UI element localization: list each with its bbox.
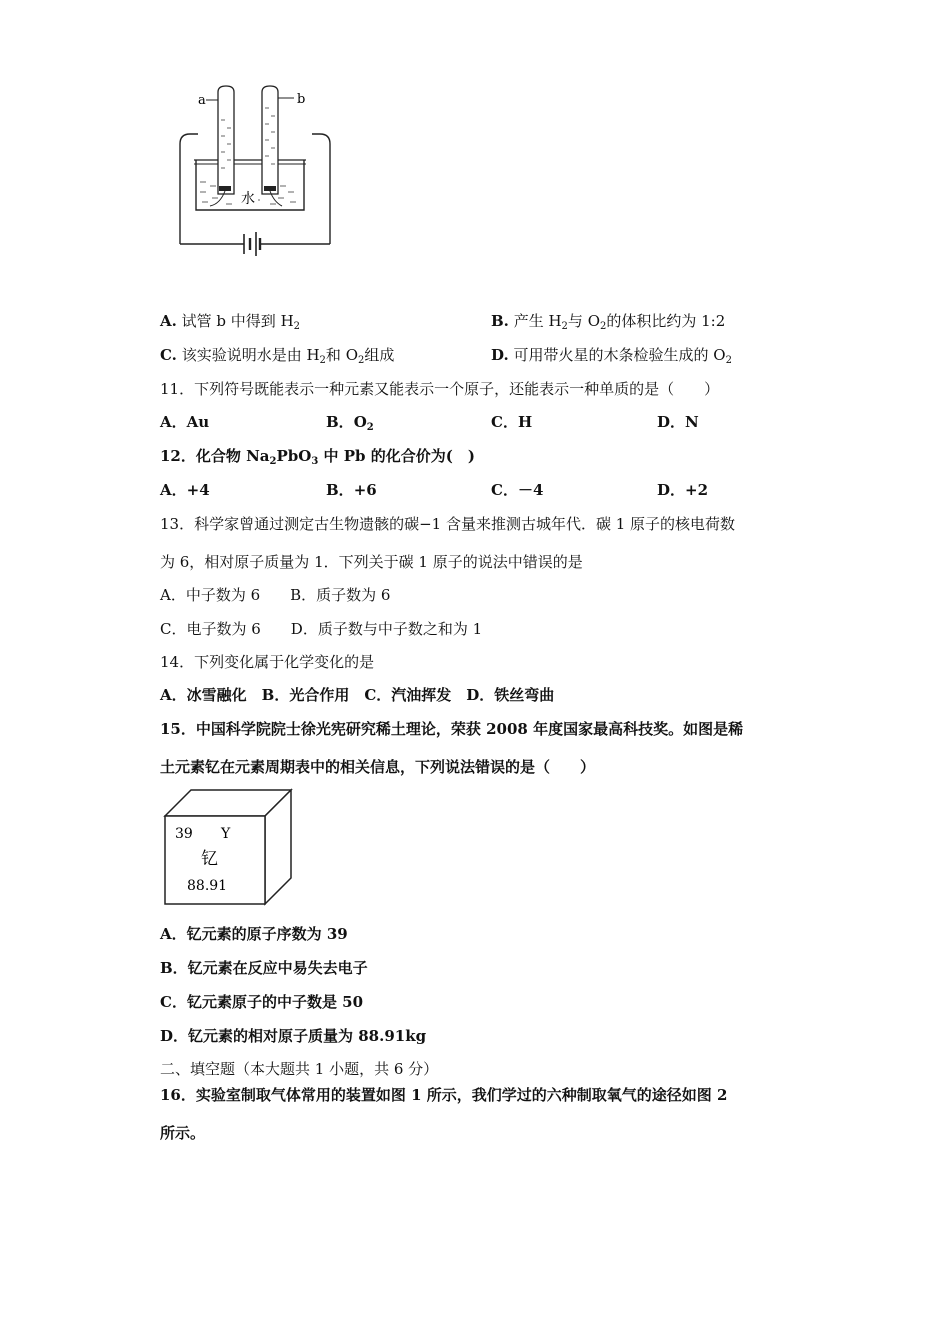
q16-stem-line2: 所示。 [160,1124,206,1142]
q12-option-a: A．+4 [160,481,210,499]
electrolysis-apparatus-figure [170,82,340,272]
element-symbol: Y [221,826,231,842]
label-a: a [198,93,206,108]
element-name: 钇 [201,849,218,869]
q15-option-d: D．钇元素的相对原子质量为 88.91kg [160,1027,427,1045]
q15-option-b: B．钇元素在反应中易失去电子 [160,959,368,977]
q11-option-a: A．Au [160,413,210,431]
element-atomic-mass: 88.91 [187,878,228,894]
q10-option-b: B. 产生 $H_2$与 $O_2$的体积比约为 1:2 [491,312,726,332]
label-b: b [297,92,306,107]
q11-stem: 11．下列符号既能表示一种元素又能表示一个原子，还能表示一种单质的是（ ） [160,380,720,398]
q13-stem-line2: 为 6，相对原子质量为 1．下列关于碳 1 原子的说法中错误的是 [160,553,583,571]
q10-option-a: A. 试管 b 中得到 $H_2$ [160,312,301,332]
q11-option-d: D．N [657,413,699,431]
q16-stem-line1: 16．实验室制取气体常用的装置如图 1 所示，我们学过的六种制取氧气的途径如图 2 [160,1086,728,1104]
q12-option-d: D．+2 [657,481,709,499]
element-atomic-number: 39 [175,826,193,842]
q13-options-line2: C．电子数为 6 D．质子数与中子数之和为 1 [160,620,483,638]
q15-option-a: A．钇元素的原子序数为 39 [160,925,348,943]
q14-stem: 14．下列变化属于化学变化的是 [160,653,375,671]
q15-option-c: C．钇元素原子的中子数是 50 [160,993,364,1011]
q13-options-line1: A．中子数为 6 B．质子数为 6 [160,586,391,604]
q12-stem: 12．化合物 $Na_2PbO_3$ 中 Pb 的化合价为( ) [160,447,475,467]
q15-stem-line1: 15．中国科学院院士徐光宪研究稀土理论，荣获 2008 年度国家最高科技奖。如图是稀 [160,720,744,738]
q13-stem-line1: 13．科学家曾通过测定古生物遗骸的碳−1 含量来推测古城年代．碳 1 原子的核电荷数 [160,515,736,533]
label-water: 水 [241,191,255,207]
q11-option-c: C．H [491,413,533,431]
section2-heading: 二、填空题（本大题共 1 小题，共 6 分） [160,1060,439,1078]
q12-option-c: C．－4 [491,481,544,499]
q12-option-b: B．+6 [326,481,377,499]
q11-option-b: B．$O_2$ [326,413,374,433]
q14-options: A．冰雪融化 B．光合作用 C．汽油挥发 D．铁丝弯曲 [160,686,555,704]
element-card-figure [163,788,298,906]
q10-option-c: C. 该实验说明水是由 $H_2$和 $O_2$组成 [160,346,395,366]
q10-option-d: D. 可用带火星的木条检验生成的 $O_2$ [491,346,732,366]
q15-stem-line2: 土元素钇在元素周期表中的相关信息，下列说法错误的是（ ） [160,758,596,776]
